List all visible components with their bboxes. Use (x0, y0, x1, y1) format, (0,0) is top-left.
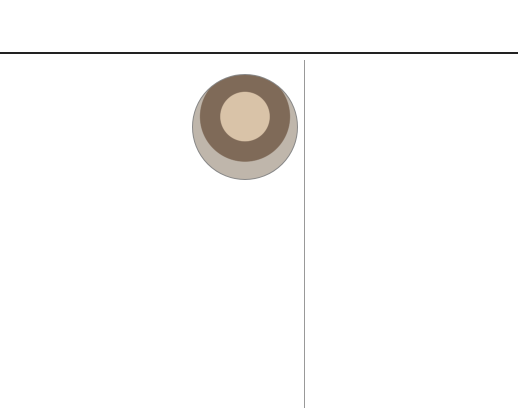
headline-bar (0, 0, 518, 54)
column-divider (304, 60, 305, 408)
headline (8, 6, 510, 48)
right-column (310, 58, 512, 410)
portrait-photo (192, 74, 298, 180)
